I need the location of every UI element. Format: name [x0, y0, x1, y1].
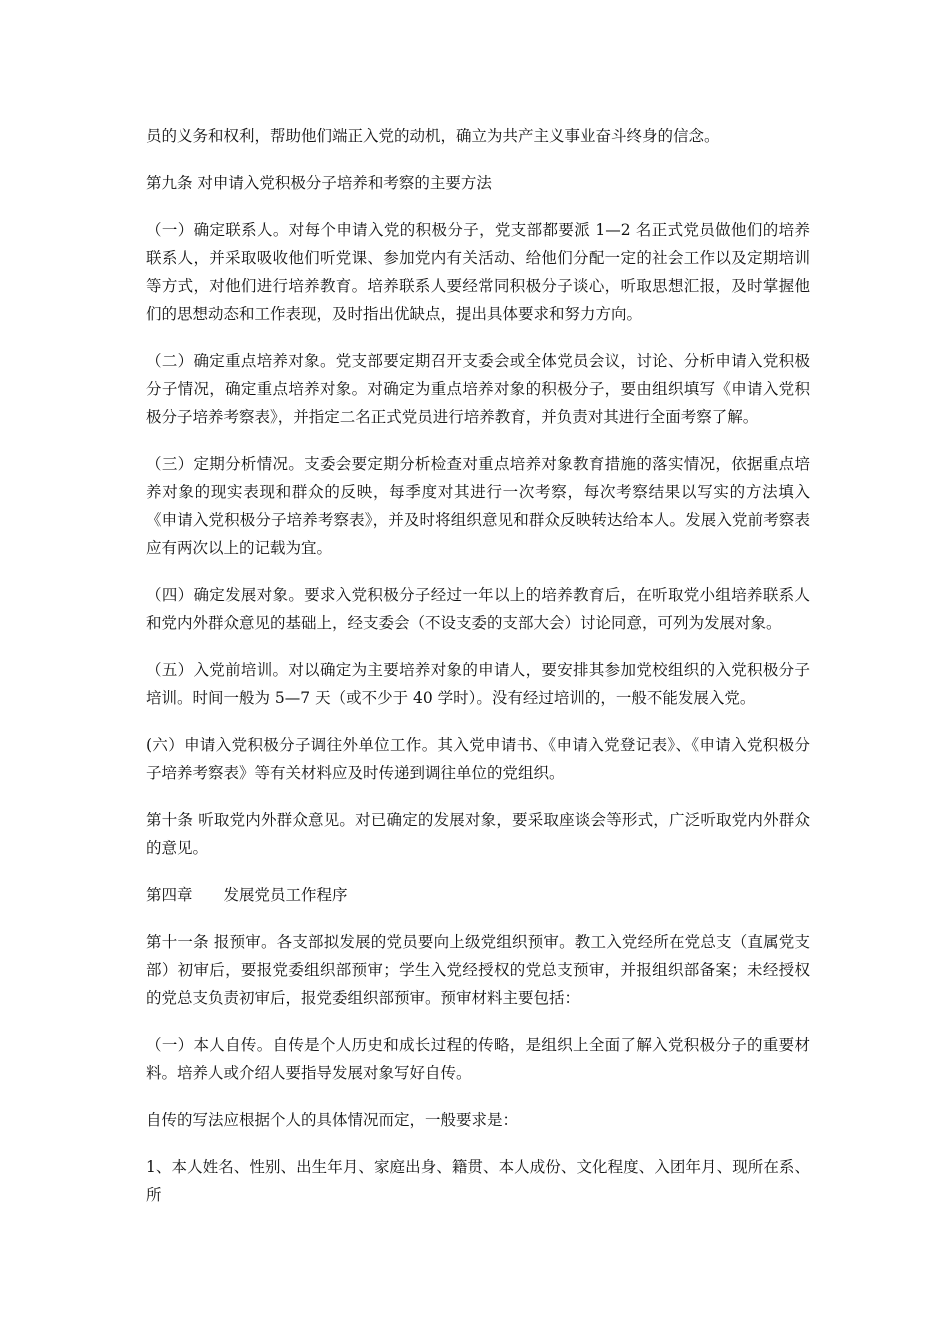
- paragraph-key-training: （二）确定重点培养对象。党支部要定期召开支委会或全体党员会议，讨论、分析申请入党积极分子情况，确定重点培养对象。对确定为重点培养对象的积极分子，要由组织填写《申请入党积极分子培养考察表》，并指定二名正式党员进行培养教育，并负责对其进行全面考察了解。: [146, 352, 810, 426]
- article-10-paragraph: 第十条 听取党内外群众意见。对已确定的发展对象，要采取座谈会等形式，广泛听取党内外群众的意见。: [146, 811, 810, 857]
- chapter-4-heading: 第四章 发展党员工作程序: [146, 886, 348, 904]
- paragraph-autobiography-requirements: 自传的写法应根据个人的具体情况而定，一般要求是：: [146, 1111, 519, 1129]
- paragraph-continuation: 员的义务和权利，帮助他们端正入党的动机，确立为共产主义事业奋斗终身的信念。: [146, 127, 720, 145]
- paragraph-regular-analysis: （三）定期分析情况。支委会要定期分析检查对重点培养对象教育措施的落实情况，依据重点培养对象的现实表现和群众的反映，每季度对其进行一次考察，每次考察结果以写实的方法填入《申请入党积极分子培养考察表》，并及时将组织意见和群众反映转达给本人。发展入党前考察表应有两次以上的记载为宜。: [146, 455, 810, 557]
- paragraph-personal-info: 1、本人姓名、性别、出生年月、家庭出身、籍贯、本人成份、文化程度、入团年月、现所在系、所: [146, 1158, 810, 1204]
- paragraph-autobiography: （一）本人自传。自传是个人历史和成长过程的传略，是组织上全面了解入党积极分子的重要材料。培养人或介绍人要指导发展对象写好自传。: [146, 1036, 810, 1082]
- paragraph-pre-training: （五）入党前培训。对以确定为主要培养对象的申请人，要安排其参加党校组织的入党积极分子培训。时间一般为 5—7 天（或不少于 40 学时）。没有经过培训的，一般不能发展入党。: [146, 661, 810, 707]
- paragraph-transfer: (六）申请入党积极分子调往外单位工作。其入党申请书、《申请入党登记表》、《申请入党积极分子培养考察表》等有关材料应及时传递到调往单位的党组织。: [146, 736, 810, 782]
- article-11-paragraph: 第十一条 报预审。各支部拟发展的党员要向上级党组织预审。教工入党经所在党总支（直属党支部）初审后，要报党委组织部预审；学生入党经授权的党总支预审，并报组织部备案；未经授权的党总支负责初审后，报党委组织部预审。预审材料主要包括：: [146, 933, 810, 1007]
- paragraph-development-target: （四）确定发展对象。要求入党积极分子经过一年以上的培养教育后，在听取党小组培养联系人和党内外群众意见的基础上，经支委会（不设支委的支部大会）讨论同意，可列为发展对象。: [146, 586, 810, 632]
- article-9-heading: 第九条 对申请入党积极分子培养和考察的主要方法: [146, 174, 492, 192]
- paragraph-contact-person: （一）确定联系人。对每个申请入党的积极分子，党支部都要派 1—2 名正式党员做他们的培养联系人，并采取吸收他们听党课、参加党内有关活动、给他们分配一定的社会工作以及定期培训等方式，对他们进行培养教育。培养联系人要经常同积极分子谈心，听取思想汇报，及时掌握他们的思想动态和工作表现，及时指出优缺点，提出具体要求和努力方向。: [146, 221, 810, 323]
- document-body: [146, 122, 810, 1209]
